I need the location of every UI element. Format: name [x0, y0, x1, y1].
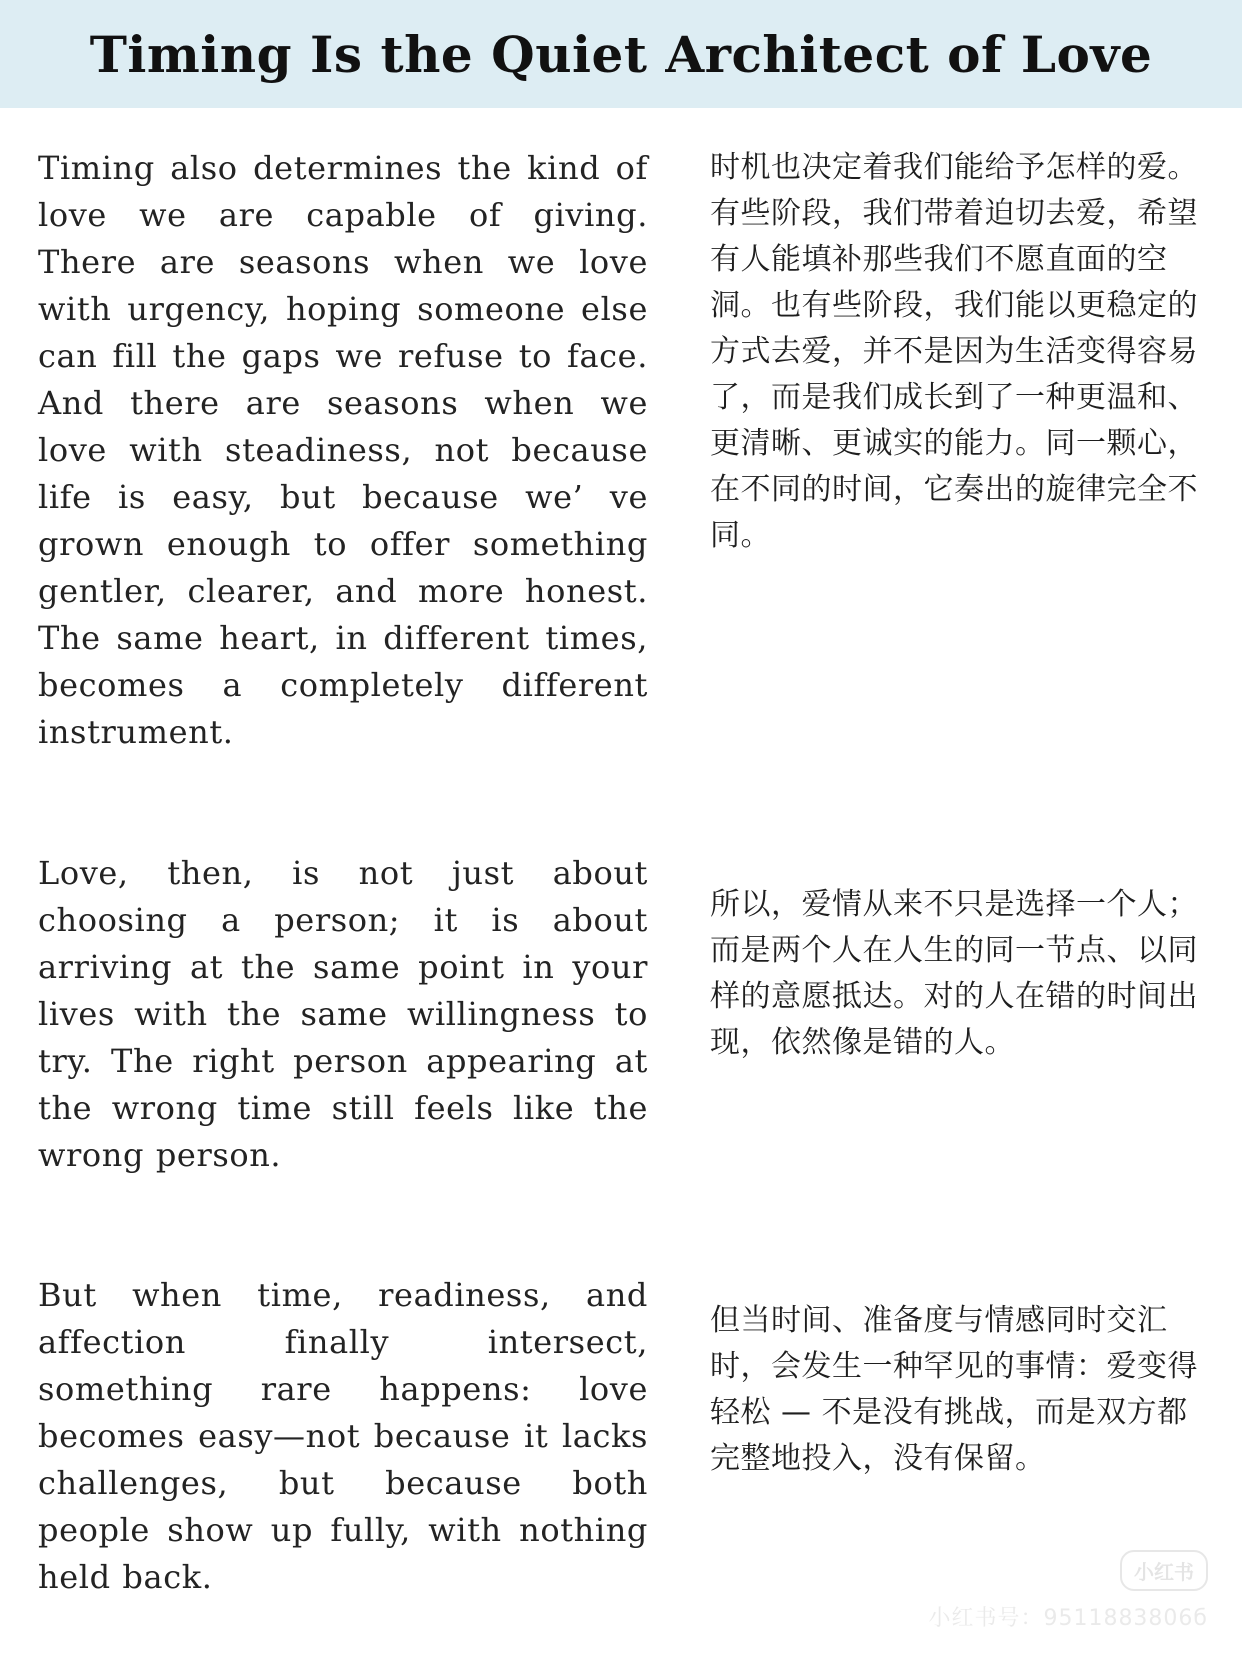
english-paragraph-2: Love, then, is not just about choosing a person; it is about arriving at the same point in your lives with the same willingness to try. The right person appearing at the wrong time still feels like the wrong person.: [38, 854, 648, 1174]
chinese-paragraph-1: 时机也决定着我们能给予怎样的爱。有些阶段，我们带着迫切去爱，希望有人能填补那些我们不愿直面的空洞。也有些阶段，我们能以更稳定的方式去爱，并不是因为生活变得容易了，而是我们成长到了一种更温和、更清晰、更诚实的能力。同一颗心，在不同的时间，它奏出的旋律完全不同。: [710, 150, 1198, 553]
title-banner: [0, 0, 1242, 108]
page-title: Timing Is the Quiet Architect of Love: [89, 24, 1153, 84]
watermark-id: 小红书号：9511883806б: [928, 1606, 1208, 1631]
chinese-paragraph-2: 所以，爱情从来不只是选择一个人；而是两个人在人生的同一节点、以同样的意愿抵达。对的人在错的时间出现，依然像是错的人。: [710, 887, 1198, 1060]
english-paragraph-3: But when time, readiness, and affection finally intersect, something rare happens: love becomes easy—not because it lacks challenges, but because both people show up fully, with nothing held back.: [38, 1276, 648, 1596]
chinese-paragraph-3: 但当时间、准备度与情感同时交汇时，会发生一种罕见的事情：爱变得轻松 — 不是没有挑战，而是双方都完整地投入，没有保留。: [710, 1303, 1198, 1476]
watermark-logo-icon: 小红书: [1120, 1550, 1208, 1591]
watermark: [928, 1550, 1208, 1632]
english-paragraph-1: Timing also determines the kind of love we are capable of giving. There are seasons when we love with urgency, hoping someone else can fill the gaps we refuse to face. And there are seasons when we love with steadiness, not because life is easy, but because we’ ve grown enough to offer something gentler, clearer, and more honest. The same heart, in different times, becomes a completely different instrument.: [38, 149, 648, 751]
